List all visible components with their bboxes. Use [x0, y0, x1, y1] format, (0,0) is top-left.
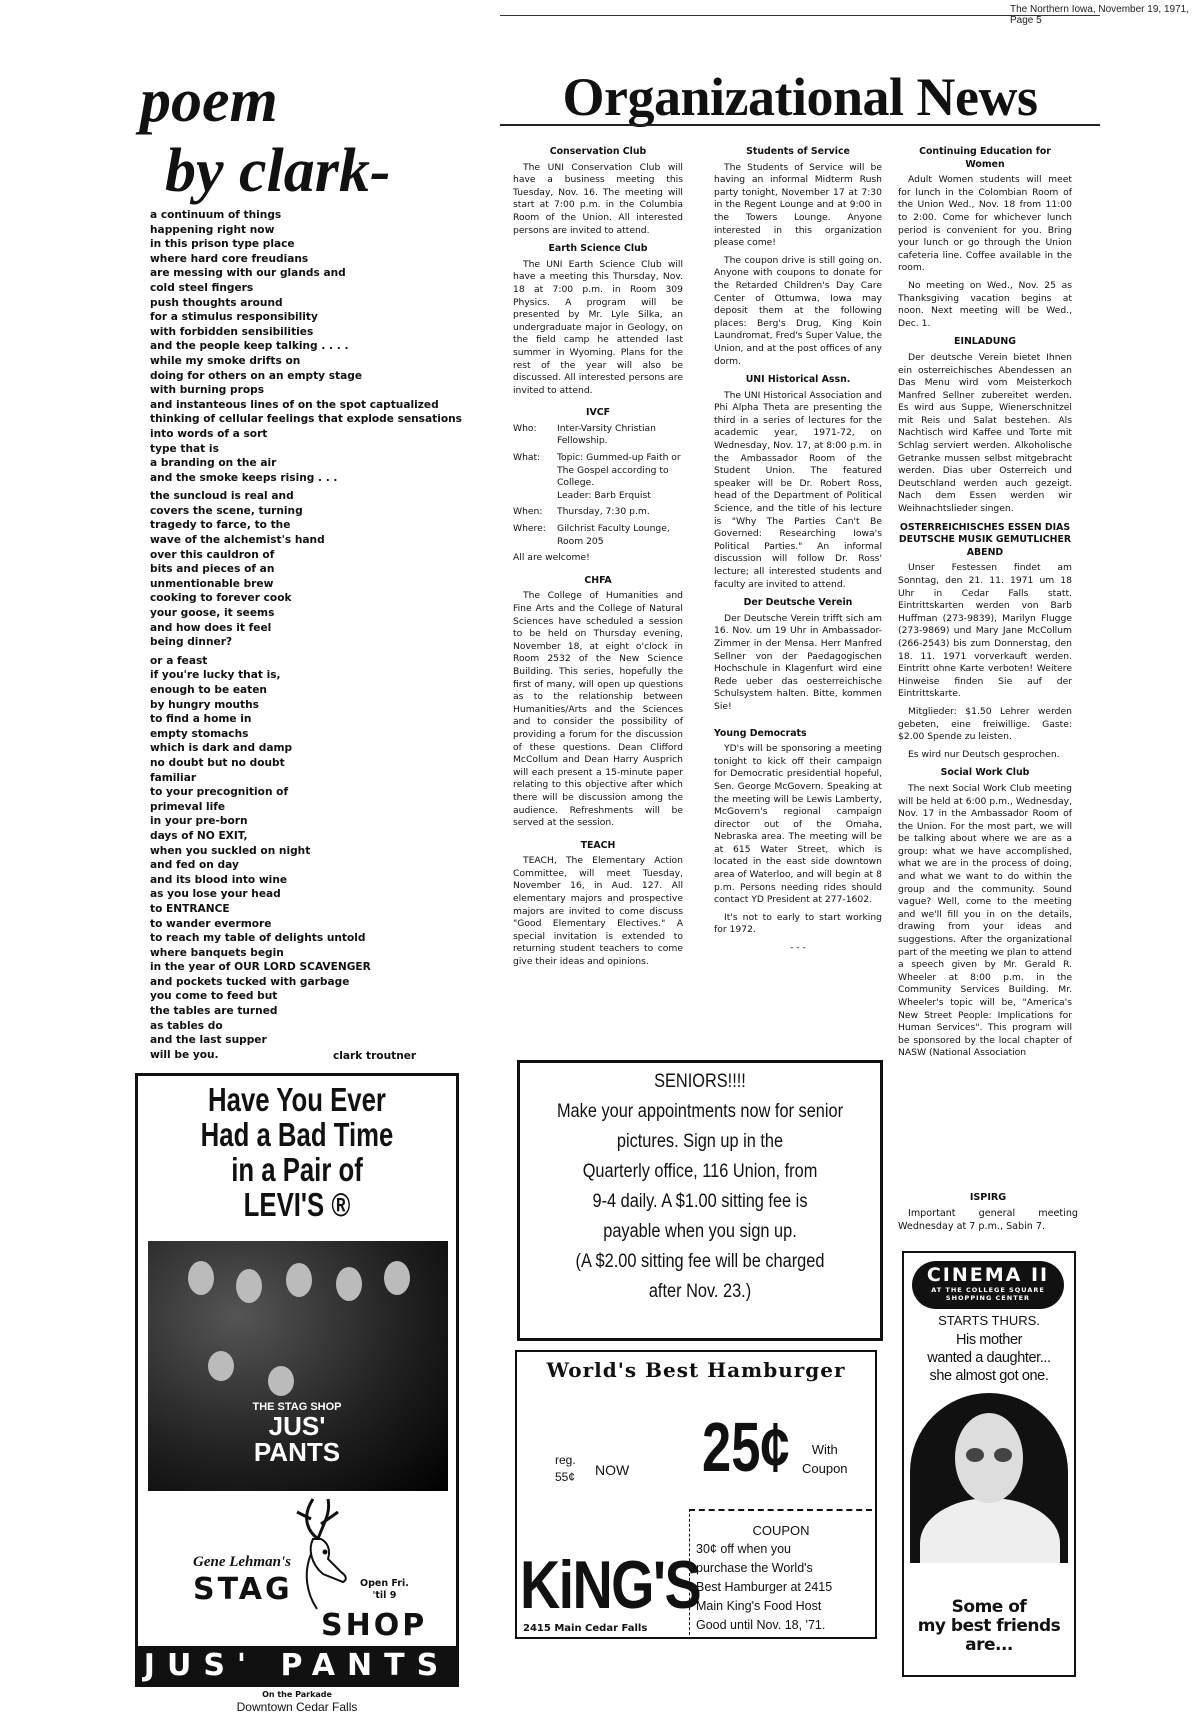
- article-paragraph: It's not to early to start working for 1972.: [714, 911, 882, 936]
- poem-line: thinking of cellular feelings that explode sensations: [150, 413, 462, 426]
- article-ispirg: [898, 1192, 1078, 1233]
- poem-line: when you suckled on night: [150, 844, 311, 857]
- poem-line: and its blood into wine: [150, 873, 288, 886]
- poem-line: you come to feed but: [150, 990, 278, 1003]
- article-heading: CHFA: [584, 574, 612, 586]
- poem-line: while my smoke drifts on: [150, 354, 301, 367]
- article-conservation-club: [513, 146, 683, 237]
- ad-seniors: SENIORS!!!! Make your appointments now for senior pictures. Sign up in the Quarterly office, 116 Union, from 9-4 daily. A $1.00 sitting fee is payable when you sign up. (A $2.00 sitting fee will be charged after Nov. 23.): [517, 1060, 883, 1341]
- poem-line: the tables are turned: [150, 1005, 278, 1018]
- person-figure: [208, 1351, 234, 1381]
- poem-line: covers the scene, turning: [150, 504, 303, 517]
- poem-line: in your pre-born: [150, 815, 248, 828]
- article-heading: Students of Service: [746, 146, 850, 157]
- article-einladung: [898, 336, 1072, 515]
- poem-line: or a feast: [150, 654, 208, 667]
- poem-line: happening right now: [150, 223, 275, 236]
- seniors-heading: SENIORS!!!!: [654, 1071, 746, 1092]
- poem-line: are messing with our glands and: [150, 267, 346, 280]
- poem-line: in the year of OUR LORD SCAVENGER: [150, 961, 371, 974]
- poem-line: enough to be eaten: [150, 684, 267, 696]
- article-heading: Social Work Club: [940, 767, 1030, 779]
- poem-line: in this prison type place: [150, 238, 295, 251]
- poem-line: push thoughts around: [150, 296, 283, 309]
- kings-logo: KiNG'S: [520, 1547, 701, 1623]
- article-earth-science-club: [513, 243, 683, 397]
- ad-stag-shop: [135, 1073, 459, 1714]
- article-body: Important general meeting Wednesday at 7 p.m., Sabin 7.: [898, 1208, 1078, 1232]
- poem-line: where banquets begin: [150, 946, 284, 959]
- store-name-stag: STAG: [193, 1572, 293, 1607]
- article-continuing-education: [898, 146, 1072, 330]
- article-body: Der deutsche Verein bietet Ihnen ein osterreichisches Abendessen an Das Menu wird vom Meisterkoch Manfred Sellner zubereitet werden. Es wird aus Suppe, Wienerschnitzel mit Reis und Salat bestehen. Als Nachtisch wird Kaffee und Torte mit Schlag serviert werden. Alkoholische Getranke mussen selbst mitgebracht werden. Dias uber Osterreich und Deutschland werden auch gezeigt. Nach dem Essen werden wir Weihnachtslieder singen.: [898, 351, 1072, 515]
- article-essen: [898, 522, 1072, 762]
- ivcf-who: Who: Inter-Varsity Christian Fellowship.: [513, 422, 656, 447]
- column-2: [714, 140, 882, 955]
- store-location-line2: Downtown Cedar Falls: [236, 1700, 358, 1714]
- poem-line: cooking to forever cook: [150, 592, 292, 605]
- article-heading: OSTERREICHISCHES ESSEN DIAS DEUTSCHE MUSIK GEMUTLICHER ABEND: [898, 521, 1072, 558]
- poem-author: clark troutner: [333, 1050, 417, 1062]
- poem-line: over this cauldron of: [150, 548, 275, 561]
- poem-line: unmentionable brew: [150, 577, 274, 590]
- coupon-title: COUPON: [752, 1523, 810, 1538]
- column-3: [898, 140, 1072, 1065]
- cinema-logo: CINEMA II AT THE COLLEGE SQUARE SHOPPING CENTER: [912, 1261, 1064, 1309]
- poem-line: empty stomachs: [150, 727, 249, 740]
- coupon-cutout[interactable]: [689, 1509, 872, 1635]
- article-ivcf: [513, 407, 683, 565]
- poem-line: type that is: [150, 442, 219, 455]
- poem-line: for a stimulus responsibility: [150, 311, 318, 324]
- poem-line: doing for others on an empty stage: [150, 369, 363, 382]
- article-historical-assn: [714, 374, 882, 591]
- poem-line: your goose, it seems: [150, 607, 275, 620]
- poem-line: with forbidden sensibilities: [150, 325, 314, 338]
- poem-line: and how does it feel: [150, 621, 272, 634]
- poem-line: into words of a sort: [150, 427, 268, 440]
- poem-line: and the people keep talking . . . .: [150, 340, 349, 353]
- poem-line: where hard core freudians: [150, 252, 309, 265]
- person-figure: [384, 1261, 410, 1295]
- poem-line: and pockets tucked with garbage: [150, 975, 350, 988]
- ivcf-what: What: Topic: Gummed-up Faith or The Gospel according to College.: [513, 452, 681, 489]
- poem-line: cold steel fingers: [150, 281, 254, 294]
- poem-line: and fed on day: [150, 859, 239, 872]
- store-owner-script: Gene Lehman's: [193, 1554, 291, 1570]
- article-teach: [513, 840, 683, 969]
- kings-address: 2415 Main Cedar Falls: [523, 1623, 648, 1634]
- article-heading: IVCF: [585, 407, 611, 419]
- poem-line: familiar: [150, 771, 197, 784]
- now-label: NOW: [595, 1462, 630, 1478]
- poem-line: to reach my table of delights untold: [150, 932, 366, 945]
- ivcf-closing: All are welcome!: [513, 552, 590, 564]
- top-rule: [500, 15, 1100, 16]
- article-paragraph: No meeting on Wed., Nov. 25 as Thanksgiving vacation begins at noon. Next meeting will be Wed., Dec. 1.: [898, 279, 1072, 329]
- poem-line: tragedy to farce, to the: [150, 519, 291, 532]
- poem-line: bits and pieces of an: [150, 563, 275, 576]
- column-1: [513, 140, 683, 974]
- article-paragraph: The Students of Service will be having an informal Midterm Rush party tonight, November 17 at 7:30 in the Regent Lounge and at 9:00 in the Towers Lounge. Anyone interested in this organization please come!: [714, 161, 882, 249]
- article-heading: TEACH: [580, 839, 616, 851]
- article-paragraph: Unser Festessen findet am Sonntag, den 21. 11. 1971 um 18 Uhr in Cedar Falls statt. Eintrittskarten werden von Barb Huffman (273-9839), Marilyn Flugge (273-9869) und Mary Jane McCollum (266-2543) bis zum Donnerstag, den 18. 11. 1971 vorverkauft werden. Eintritt ohne Karte verboten! Weitere Hinweise finden Sie auf der Eintrittskarte.: [898, 562, 1072, 700]
- movie-title: Some of my best friends are...: [917, 1597, 1061, 1655]
- end-mark: - - -: [790, 942, 806, 954]
- poem-line: as tables do: [150, 1019, 223, 1032]
- poem-line: and the smoke keeps rising . . .: [150, 471, 338, 484]
- page-folio: The Northern Iowa, November 19, 1971, Page 5: [1010, 4, 1189, 26]
- section-title: Organizational News: [562, 67, 1038, 127]
- ivcf-when: When: Thursday, 7:30 p.m.: [513, 506, 650, 518]
- sale-price: 25¢: [702, 1408, 790, 1486]
- cinema-starts: STARTS THURS.: [938, 1313, 1040, 1328]
- poem-line: being dinner?: [150, 636, 233, 649]
- article-heading: Conservation Club: [549, 146, 647, 157]
- article-students-of-service: [714, 146, 882, 368]
- article-body: The UNI Conservation Club will have a business meeting this Tuesday, Nov. 16. The meeting will start at 7:00 p.m. in the Columbia Room of the Union. All interested persons are invited to attend.: [513, 161, 683, 236]
- with-coupon-label: With Coupon: [802, 1442, 848, 1476]
- article-paragraph: Adult Women students will meet for lunch in the Colombian Room of the Union Wed., Nov. 18 from 11:00 to 2:00. Come for whichever lunch period is convenient for you. Bring your lunch or go through the Union cafeteria line. Coffee available in the room.: [898, 174, 1072, 274]
- ad-headline: Have You Ever Had a Bad Time in a Pair of LEVI'S ®: [200, 1081, 394, 1223]
- article-body: TEACH, The Elementary Action Committee, will meet Tuesday, November 16, in Aud. 127. All elementary majors and prospective majors are invited to come discuss "Good Elementary Electives." A special invitation is extended to returning student teachers to come give their ideas and opinions.: [513, 855, 683, 968]
- regular-price: reg. 55¢: [555, 1453, 576, 1484]
- poem-line: the suncloud is real and: [150, 490, 294, 503]
- poem-line: to find a home in: [150, 713, 252, 726]
- poem-line: by hungry mouths: [150, 698, 259, 711]
- person-figure: [268, 1366, 294, 1396]
- poem-line: days of NO EXIT,: [150, 829, 248, 842]
- title-rule: [500, 124, 1100, 126]
- poem-line: and the last supper: [150, 1034, 267, 1047]
- photo-sign: THE STAG SHOP JUS' PANTS: [252, 1401, 342, 1467]
- poem-line: no doubt but no doubt: [150, 756, 285, 769]
- cinema-tagline: His mother wanted a daughter... she almost got one.: [927, 1332, 1051, 1384]
- article-heading: Continuing Education for Women: [919, 146, 1051, 170]
- poem-line: a branding on the air: [150, 457, 277, 470]
- article-paragraph: The coupon drive is still going on. Anyone with coupons to donate for the Retarded Children's Day Care Center of Ottumwa, Iowa may deposit them at the following places: Berg's Drug, King Koin Laundromat, Fred's Super Value, the Union, and at the post offices of any dorm.: [714, 254, 882, 367]
- ad-cinema: [902, 1251, 1076, 1677]
- article-body: The UNI Historical Association and Phi Alpha Theta are presenting the third in a series of lectures for the academic year, 1971-72, on Wednesday, Nov. 17, at 8:00 p.m. in the Ambassador Room of the Student Union. The featured speaker will be Dr. Robert Ross, head of the Department of Political Science, and the title of his lecture is "Why The Parties Can't Be Governed: Researching Iowa's Political Parties." An informal discussion will follow Dr. Ross' lecture; all interested students and faculty are invited to attend.: [714, 389, 882, 590]
- jus-pants-banner: JUS' PANTS: [138, 1646, 456, 1686]
- poem-line: wave of the alchemist's hand: [150, 534, 325, 547]
- poem-line: to ENTRANCE: [150, 902, 230, 915]
- store-location-line1: On the Parkade: [262, 1690, 332, 1699]
- poem-line: primeval life: [150, 800, 226, 813]
- article-chfa: [513, 575, 683, 830]
- ivcf-where: Where: Gilchrist Faculty Lounge, Room 205: [513, 523, 670, 547]
- article-deutsche-verein: [714, 597, 882, 713]
- article-heading: Young Democrats: [714, 727, 807, 739]
- poem-line: to wander evermore: [150, 917, 272, 930]
- article-paragraph: YD's will be sponsoring a meeting tonight to kick off their campaign for Democratic presidential hopeful, Sen. George McGovern. Speaking at the meeting will be Lewis Lamberty, McGovern's regional campaign director out of the Omaha, Nebraska area. The meeting will be at 615 Water Street, which is located in the east side downtown area of Waterloo, and will begin at 8 p.m. Persons needing rides should contact YD President at 277-1602.: [714, 743, 882, 906]
- poem-line: a continuum of things: [150, 209, 282, 221]
- poem-line: to your precognition of: [150, 786, 289, 799]
- deer-head-icon: [283, 1494, 363, 1614]
- poem-line: and instanteous lines of on the spot captualized: [150, 398, 439, 411]
- person-figure: [188, 1261, 214, 1295]
- article-body: The UNI Earth Science Club will have a meeting this Thursday, Nov. 18 at 7:00 p.m. in Room 309 Physics. A program will be presented by Mr. Lyle Silka, an undergraduate major in Geology, on the field camp he attended last summer in Wyoming. Plans for the rest of the year will also be discussed. All interested persons are invited to attend.: [513, 258, 683, 396]
- poem-line: which is dark and damp: [150, 742, 293, 755]
- poem-line: with burning props: [150, 384, 265, 397]
- person-figure: [336, 1267, 362, 1301]
- poem-title: poem: [140, 67, 278, 135]
- article-heading: Earth Science Club: [548, 243, 648, 255]
- store-name-shop: SHOP: [321, 1608, 428, 1643]
- article-body: The College of Humanities and Fine Arts and the College of Natural Sciences have scheduled a session to be held on Thursday evening, November 18, at eight o'clock in Room 2532 of the New Science Building. This series, hopefully the first of many, will open up questions as to the relationship between Humanities/Arts and the Sciences and to consider the possibility of providing a forum for the discussion of these questions. Dean Clifford McCollum and Dean Harry Ausprich will each present a 15-minute paper relating to this objective after which there will be discussion among the audience. Refreshments will be served at the session.: [513, 590, 683, 829]
- article-body: The next Social Work Club meeting will be held at 6:00 p.m., Wednesday, Nov. 17 in the Ambassador Room of the Union. For the most part, we will be talking about where we are as a group: what we have accomplished, what we are in the process of doing, and what we want to do within the group and the community. Sound vague? Well, come to the meeting and we'll fill you in on the details, drawing from your ideas and suggestions. After the organizational part of the meeting we plan to attend a speech given by Mr. Gerald R. Wheeler at 8:00 p.m. in the Community Services Building. Mr. Wheeler's topic will be, "America's New Street People: Implications for Human Services". This program will be sponsored by the local chapter of NASW (National Association: [898, 782, 1072, 1059]
- coupon-text: 30¢ off when you purchase the World's Best Hamburger at 2415 Main King's Food Host Good until Nov. 18, '71.: [696, 1542, 833, 1632]
- poem-byline: by clark-: [165, 137, 391, 205]
- ad-kings: [515, 1350, 877, 1639]
- poem-line: if you're lucky that is,: [150, 669, 281, 682]
- article-body: Der Deutsche Verein trifft sich am 16. Nov. um 19 Uhr in Ambassador-Zimmer in der Mensa. Herr Manfred Sellner von der Paedagogischen Hochschule in Klagenfurt wird eine Rede ueber das oesterreichische Schulsystem halten. Bitte, kommen Sie!: [714, 612, 882, 712]
- article-paragraph: Mitglieder: $1.50 Lehrer werden gebeten, eine freiwillige. Gaste: $2.00 Spende zu leisten.: [898, 705, 1072, 743]
- article-heading: UNI Historical Assn.: [745, 374, 851, 386]
- poem-body: [150, 208, 470, 1062]
- store-hours: Open Fri. 'til 9: [360, 1578, 409, 1601]
- article-social-work-club: [898, 767, 1072, 1060]
- person-figure: [286, 1263, 312, 1297]
- ivcf-leader: Leader: Barb Erquist: [557, 489, 651, 501]
- article-heading: ISPIRG: [969, 1192, 1007, 1203]
- article-young-democrats: [714, 728, 882, 955]
- article-heading: EINLADUNG: [954, 336, 1016, 348]
- person-figure: [236, 1269, 262, 1303]
- poem-line: will be you.: [150, 1048, 219, 1061]
- movie-poster-image: [910, 1393, 1068, 1563]
- poem-line: as you lose your head: [150, 888, 281, 901]
- article-paragraph: Es wird nur Deutsch gesprochen.: [908, 748, 1060, 760]
- article-heading: Der Deutsche Verein: [743, 597, 853, 609]
- kings-headline: World's Best Hamburger: [546, 1358, 846, 1382]
